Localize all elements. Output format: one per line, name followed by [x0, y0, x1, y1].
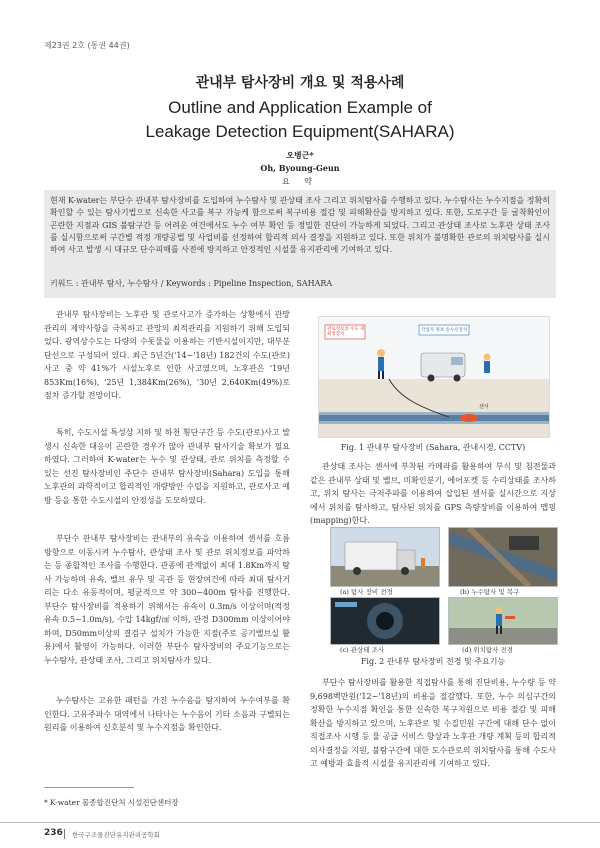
footer-rule: [0, 822, 600, 823]
fig1-label-center: 작업자 정보 송수신장치: [421, 328, 468, 333]
left-paragraph-1: 관내부 탐사장비는 노후관 및 관로사고가 증가하는 상황에서 관망관리의 제약사항을 극복하고 관망의 최적관리를 지원하기 위해 도입되었다. 광역상수도는 다량의 수돗물을 이용하는 기반시설이지만, 대부분 단선으로 구성되어 있다. 최근 5년간('14~'18년) 182건의 수도(관로)사고 중 약 41%가 시설노후로 인한 사고였으며, 노후관은 '19년 853Km(16%), '25년 1,384Km(26%), '30년 2,640Km(49%)로 점차 증가할 전망이다.: [44, 310, 290, 400]
abstract-heading: 요 약: [282, 177, 318, 186]
footnote-rule: [44, 787, 134, 788]
figure-2d-caption: (d) 위치탐사 전경: [462, 646, 514, 654]
keywords: 키워드 : 관내부 탐사, 누수탐사 / Keywords : Pipeline Inspection, SAHARA: [50, 279, 333, 288]
figure-2b-photo: [448, 527, 558, 587]
title-english-line1: Outline and Application Example of: [168, 98, 432, 117]
right-paragraph-2: 부단수 탐사장비를 활용한 직접탐사를 통해 진단비용, 누수량 등 약 9,698백만원('12~'18년)의 비용을 절감했다. 또한, 누수 의심구간의 정확한 누수지점 확인을 통한 신속한 복구지원으로 비용 절감 및 피해확산을 방지하고 있으며, 노후관로 및 수질민원 구간에 대해 단수 없이 직접조사 시행 등 물 공급 서비스 향상과 노후관 개량 계획 등의 합리적 의사결정을 지원, 불탐구간에 대한 도수관로의 위치탐사를 통해 수도사고 예방과 효율적 시설물 유지관리에 기여하고 있다.: [310, 678, 556, 768]
footnote: * K-water 물종합진단처 시설진단센터장: [44, 798, 179, 807]
figure-2a-photo: [330, 527, 440, 587]
title-korean: 관내부 탐사장비 개요 및 적용사례: [195, 75, 405, 91]
left-paragraph-2: 특히, 수도시설 특성상 지하 및 하천 횡단구간 등 수도(관로)사고 발생시 신속한 대응이 곤란한 경우가 많아 관내부 탐사기술 확보가 필요하였다. 그러하여 K-water는 누수 및 관상태, 관로 위치를 측정할 수 있는 선진 탐사장비인 주단수 관내부 탐사장비(Sahara) 도입을 통해 노후관의 과학적이고 합리적인 개량방안 수립을 지원하고, 관로사고 예방 등을 통한 수도시설의 안정성을 도모하였다.: [44, 428, 290, 505]
figure-1-caption: Fig. 1 관내부 탐사장비 (Sahara, 관내시경, CCTV): [340, 443, 526, 452]
figure-2-caption: Fig. 2 관내부 탐사장비 전경 및 주요기능: [360, 657, 506, 666]
title-english-line2: Leakage Detection Equipment(SAHARA): [145, 122, 455, 141]
right-paragraph-1: 관상태 조사는 센서에 부착된 카메라를 활용하여 부식 및 침전물과 같은 관내부 상태 및 밸브, 미확인분기, 에어포켓 등 수리상태를 조사하고, 위치 탐사는 극저주파를 이용하여 삽입된 센서를 실시간으로 지상에서 위치를 탐사하고, 탐사된 위치를 GPS 측량장비를 이용하여 맵핑(mapping)한다.: [310, 462, 556, 525]
journal-name: 한국구조물진단유지관리공학회: [72, 831, 160, 839]
footer-divider: [64, 829, 65, 839]
abstract-text: 현재 K-water는 부단수 관내부 탐사장비를 도입하여 누수탐사 및 관상태 조사 그리고 위치탐사를 수행하고 있다. 누수탐사는 누수지점을 정확히 확인할 수 있는 탐사기법으로 신속한 사고를 복구 가능케 함으로써 복구비용 절감 및 피해확산을 방지하고 있다. 또한, 도로구간 등 굴착확인이 곤란한 지점과 GIS 불탐구간 등 어려운 여건에서도 누수 여부 확인 등 정밀한 진단이 가능하게 되었다. 그리고 관상태 조사로 노후관 상태 조사를 실시함으로써 구간별 적정 개량공법 및 사업비를 선정하여 합리적 의사 결정을 지원하고 있다. 또한 위치가 불명확한 관로의 위치탐사를 실시하여 사고 발생 시 대규모 단수피해를 사전에 방지하고 안정적인 시설물 유지관리에 기여하고 있다.: [50, 196, 550, 255]
author-korean: 오병근*: [286, 150, 314, 160]
left-paragraph-3: 부단수 관내부 탐사장비는 관내부의 유속을 이용하여 센서를 흐름 방향으로 이동시켜 누수탐사, 관상태 조사 및 관로 위치정보를 파악하는 등 종합적인 조사를 수행한다. 관종에 관계없이 최대 1.8Km까지 탐사 가능하며 유속, 밸브 유무 및 곡관 등 현장여건에 따라 최대 탐사거리는 다소 유동적이며, 평균적으로 약 300~400m 탐사를 진행한다. 부단수 탐사장비를 적용하기 위해서는 유속이 0.3m/s 이상이며(적정유속 0.5~1.0m/s), 수압 14kgf/㎠ 이하, 관경 D300mm 이상이어야 하며, D50mm이상의 결검구 설치가 가능한 지점(주로 공기밸브실 활용)에서 활영이 가능하다. 이러한 부단수 탐사장비의 주요기능으로는 누수탐사, 관상태 조사, 그리고 위치탐사가 있다.: [44, 534, 290, 665]
figure-2a-caption: (a) 탐사 장비 전경: [340, 588, 393, 596]
author-english: Oh, Byoung-Geun: [260, 163, 340, 173]
title-english: [0, 96, 600, 144]
figure-2c-caption: (c) 관상태 조사: [340, 646, 385, 654]
left-paragraph-4: 누수탐사는 고유한 패턴을 가진 누수음을 탐지하여 누수여부를 확인한다. 고유주파수 대역에서 나타나는 누수음이 기타 소음과 구별되는 원리를 이용하여 신호분석 및 누수지점을 확인한다.: [44, 696, 290, 732]
page-number: 236: [44, 828, 63, 838]
fig1-label-left: 관로정보의 수도 취 최정장치: [327, 327, 365, 337]
figure-2b-caption: (b) 누수탐사 및 복구: [460, 588, 520, 596]
fig1-label-sensor: 센서: [479, 404, 489, 410]
figure-2d-photo: [448, 597, 558, 645]
issue-info: 제23권 2호 (통권 44권): [44, 41, 130, 50]
figure-2c-photo: [330, 597, 440, 645]
figure-1-image: [318, 316, 550, 438]
